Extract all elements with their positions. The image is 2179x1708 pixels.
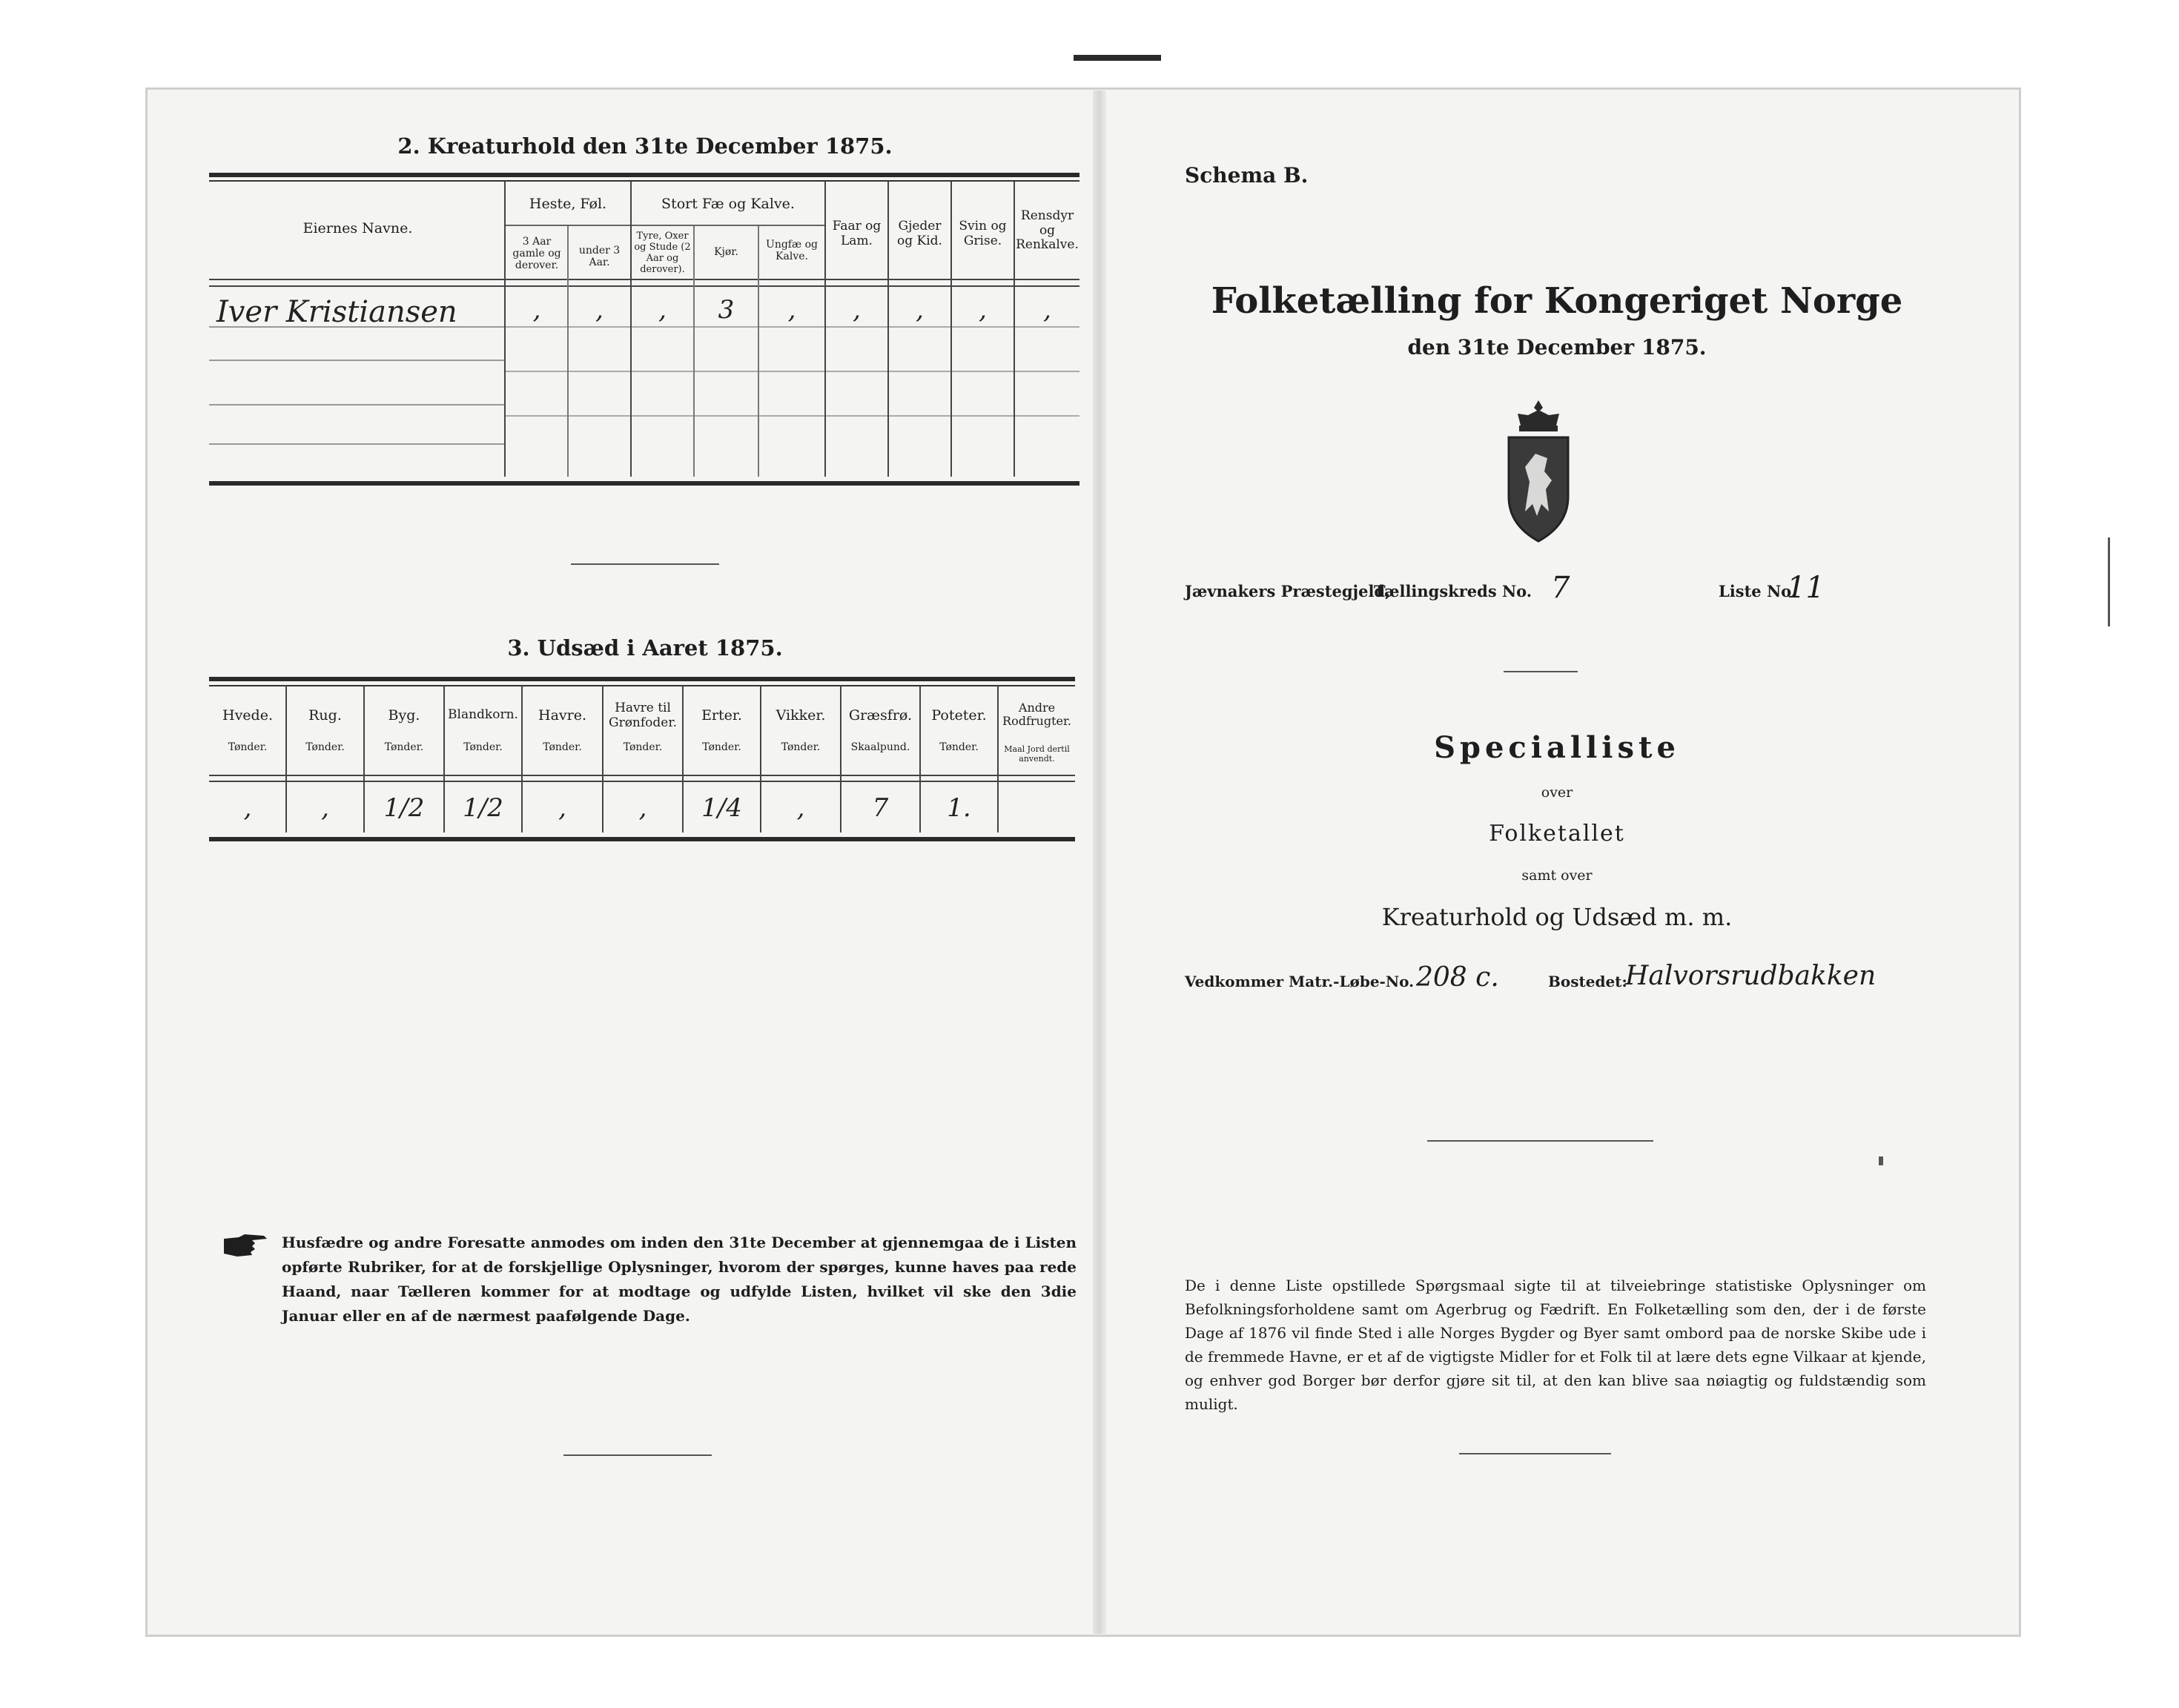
district-number: 7 xyxy=(1551,571,1570,605)
livestock-value: , xyxy=(1043,295,1051,325)
bosted-label: Bostedet: xyxy=(1548,973,1627,990)
sowing-unit: Tønder. xyxy=(463,741,503,753)
sowing-unit: Tønder. xyxy=(781,741,821,753)
sowing-value: 1/2 xyxy=(463,793,503,823)
divider xyxy=(1504,671,1578,672)
sowing-value: 7 xyxy=(872,793,889,823)
sowing-header: Byg. xyxy=(388,707,420,724)
sowing-value: 1/2 xyxy=(383,793,425,823)
specialliste-heading: Specialliste xyxy=(1434,730,1680,765)
livestock-value: , xyxy=(853,295,861,325)
sowing-header: Hvede. xyxy=(222,707,273,724)
sowing-unit: Skaalpund. xyxy=(850,741,910,753)
schema-label: Schema B. xyxy=(1185,163,1309,188)
sowing-value: 1/4 xyxy=(701,793,742,823)
sowing-unit: Tønder. xyxy=(543,741,582,753)
sowing-value: , xyxy=(243,793,252,823)
sowing-header: Poteter. xyxy=(931,707,987,724)
header-reindeer: Rensdyr og Renkalve. xyxy=(1016,208,1079,253)
page-fold xyxy=(1093,90,1106,1634)
sowing-unit: Tønder. xyxy=(702,741,741,753)
sowing-header: Blandkorn. xyxy=(448,707,518,722)
header-cattle: Stort Fæ og Kalve. xyxy=(661,196,795,212)
matr-label: Vedkommer Matr.-Løbe-No. xyxy=(1185,973,1415,990)
header-goats: Gjeder og Kid. xyxy=(897,219,942,248)
sowing-unit: Tønder. xyxy=(384,741,424,753)
sowing-header: Andre Rodfrugter. xyxy=(1002,701,1071,729)
divider xyxy=(1459,1453,1611,1454)
header-pigs: Svin og Grise. xyxy=(959,219,1007,248)
section2-title: 2. Kreaturhold den 31te December 1875. xyxy=(397,133,893,159)
header-horses-b: under 3 Aar. xyxy=(578,245,621,269)
livestock-value: , xyxy=(595,295,604,325)
sowing-value: , xyxy=(321,793,329,823)
header-cattle-a: Tyre, Oxer og Stude (2 Aar og derover). xyxy=(634,231,691,275)
samt-over-text: samt over xyxy=(1521,867,1593,884)
sowing-unit: Tønder. xyxy=(939,741,979,753)
sowing-value: , xyxy=(638,793,647,823)
header-horses: Heste, Føl. xyxy=(529,196,607,212)
owner-name: Iver Kristiansen xyxy=(216,295,457,329)
sowing-unit: Tønder. xyxy=(305,741,345,753)
top-edge-mark xyxy=(1074,55,1161,61)
sowing-header: Erter. xyxy=(701,707,742,724)
census-date: den 31te December 1875. xyxy=(1407,335,1707,360)
sowing-unit: Maal Jord dertil anvendt. xyxy=(1004,744,1070,764)
parish-label: Jævnakers Præstegjeld, xyxy=(1185,582,1391,600)
pointing-hand-icon xyxy=(222,1233,268,1258)
kreaturhold-text: Kreaturhold og Udsæd m. m. xyxy=(1381,903,1733,931)
district-label: Tællingskreds No. xyxy=(1374,582,1532,600)
header-horses-a: 3 Aar gamle og derover. xyxy=(512,236,561,272)
header-cattle-b: Kjør. xyxy=(714,246,738,258)
header-sheep: Faar og Lam. xyxy=(832,219,882,248)
sowing-header: Vikker. xyxy=(776,707,826,724)
header-owner: Eiernes Navne. xyxy=(302,220,413,236)
section3-title: 3. Udsæd i Aaret 1875. xyxy=(507,635,783,661)
livestock-value: , xyxy=(532,295,541,325)
info-paragraph: De i denne Liste opstillede Spørgsmaal sigte til at tilveiebringe statistiske Oplysninger om Befolkningsforholdene samt om Agerbrug og Fædrift. En Folketælling som den, der i de første Dage af 1876 vil finde Sted i alle Norges Bygder og Byer samt ombord paa de norske Skibe ude i de fremmede Havne, er et af de vigtigste Midler for et Folk til at lære dets egne Vilkaar at kjende, og enhver god Borger bør derfor gjøre sit til, at den kan blive saa nøiagtig og fuldstændig som muligt. xyxy=(1185,1277,1926,1413)
sowing-value: , xyxy=(796,793,805,823)
livestock-value: , xyxy=(979,295,987,325)
sowing-value: , xyxy=(558,793,566,823)
sowing-value: 1. xyxy=(947,793,971,823)
divider xyxy=(571,563,719,565)
sowing-header: Græsfrø. xyxy=(848,707,913,724)
sowing-header: Havre til Grønfoder. xyxy=(608,701,678,730)
folketallet-text: Folketallet xyxy=(1489,821,1625,847)
divider xyxy=(563,1454,712,1456)
sowing-unit: Tønder. xyxy=(623,741,663,753)
header-cattle-c: Ungfæ og Kalve. xyxy=(766,239,818,263)
sowing-header: Rug. xyxy=(308,707,342,724)
coat-of-arms-icon xyxy=(1503,400,1574,543)
sowing-header: Havre. xyxy=(538,707,586,724)
livestock-value: , xyxy=(916,295,924,325)
bosted-value: Halvorsrudbakken xyxy=(1625,961,1877,991)
over-text: over xyxy=(1541,784,1573,801)
margin-mark xyxy=(2108,537,2110,626)
margin-mark xyxy=(1879,1156,1883,1165)
livestock-value: , xyxy=(658,295,667,325)
livestock-value: 3 xyxy=(718,295,735,325)
list-number: 11 xyxy=(1787,571,1825,605)
sowing-unit: Tønder. xyxy=(228,741,268,753)
matr-number: 208 c. xyxy=(1416,962,1499,993)
census-title: Folketælling for Kongeriget Norge xyxy=(1211,280,1903,322)
list-label: Liste No. xyxy=(1719,582,1797,600)
instruction-note: Husfædre og andre Foresatte anmodes om inden den 31te December at gjennemgaa de i Listen opførte Rubriker, for at de forskjellige Oplysninger, hvorom der spørges, kunne haves paa rede Haand, naar Tælleren kommer for at modtage og udfylde Listen, hvilket vil ske den 3die Januar eller en af de nærmest paafølgende Dage. xyxy=(282,1234,1077,1325)
divider xyxy=(1427,1140,1653,1142)
livestock-value: , xyxy=(787,295,796,325)
